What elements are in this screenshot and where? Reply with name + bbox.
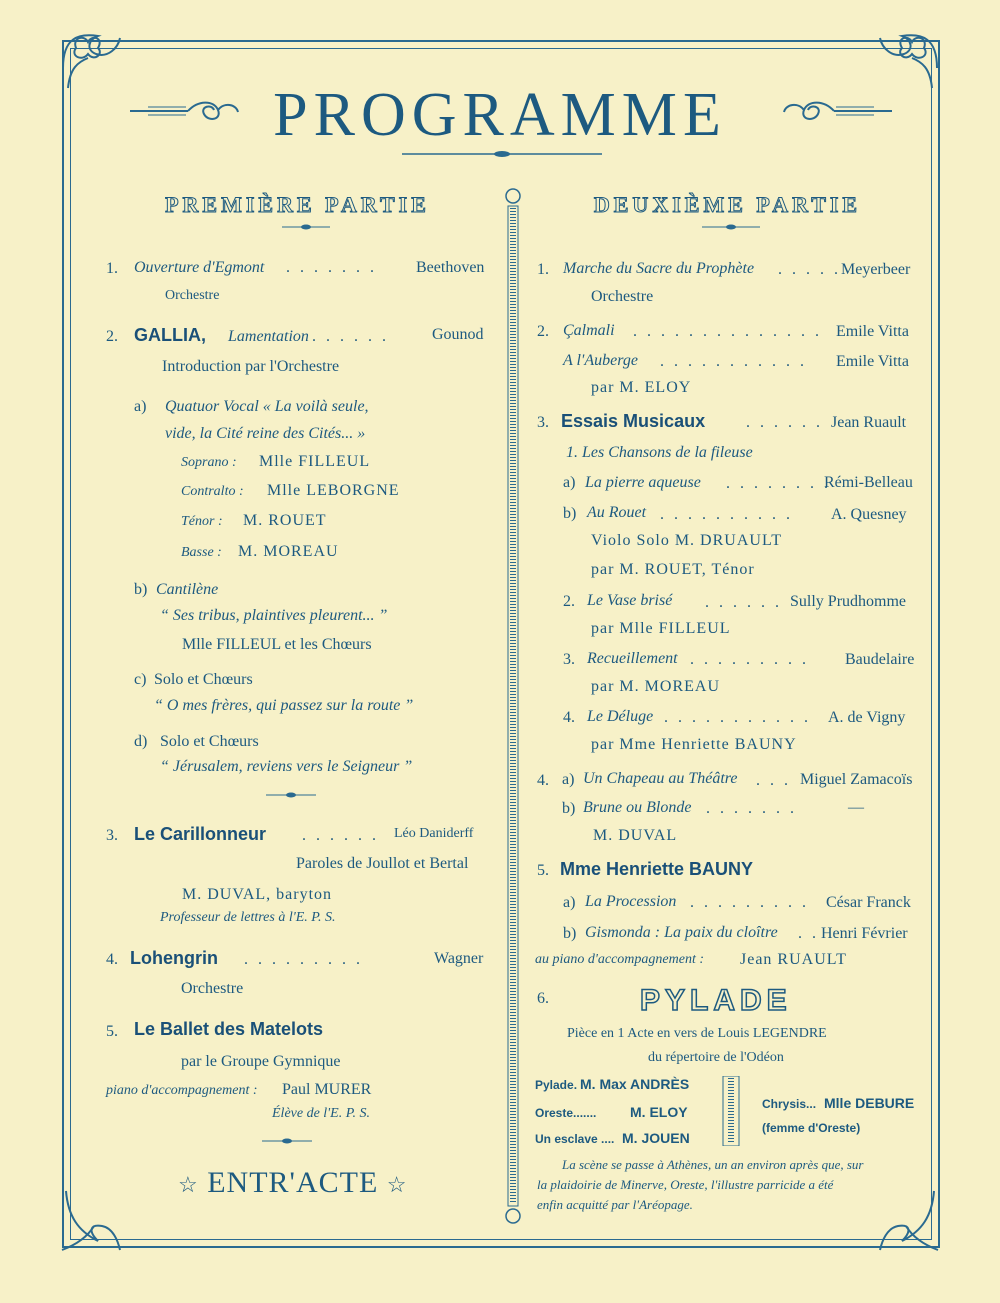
author: Baudelaire xyxy=(845,651,915,668)
author: A. Quesney xyxy=(831,506,907,523)
cast-role: Chrysis... xyxy=(762,1097,817,1111)
composer: Léo Daniderff xyxy=(394,826,474,841)
item-number: 2. xyxy=(563,593,575,610)
sub-label: b) xyxy=(134,581,148,598)
cast-role: Oreste....... xyxy=(535,1106,597,1120)
column-divider xyxy=(503,186,523,1226)
sub-label: c) xyxy=(134,671,147,688)
author: — xyxy=(848,799,864,816)
performer: Orchestre xyxy=(165,288,220,303)
performer: par Mme Henriette BAUNY xyxy=(591,736,797,753)
piece-title: Cantilène xyxy=(156,581,219,598)
star-icon: ☆ xyxy=(386,1172,408,1197)
item-number: 2. xyxy=(537,323,549,340)
item-number: 3. xyxy=(106,827,118,844)
item-number: 6. xyxy=(537,990,549,1007)
piece-title: Lohengrin xyxy=(130,948,218,968)
sub-label: b) xyxy=(563,505,577,522)
sub-label: d) xyxy=(134,733,148,750)
performer: par M. ELOY xyxy=(591,379,692,396)
author: A. de Vigny xyxy=(828,709,906,726)
piece-title: Le Vase brisé xyxy=(587,592,673,609)
piece-title: Solo et Chœurs xyxy=(154,671,253,688)
sub-label: b) xyxy=(562,800,576,817)
quote: “ O mes frères, qui passez sur la route ” xyxy=(154,697,414,714)
leader-dots: . . . . . . . xyxy=(706,800,797,817)
leader-dots: . . . . . . xyxy=(312,328,389,345)
cast-actor: M. Max ANDRÈS xyxy=(580,1076,690,1092)
composer: Gounod xyxy=(432,326,484,343)
quote: “ Jérusalem, reviens vers le Seigneur ” xyxy=(160,758,413,775)
section-rule xyxy=(266,792,316,798)
piece-title: Essais Musicaux xyxy=(561,411,706,431)
leader-dots: . . . . . . . . . . xyxy=(660,506,793,523)
singer: M. MOREAU xyxy=(238,543,339,560)
page-title: PROGRAMME xyxy=(273,81,727,149)
piece-title: Un Chapeau au Théâtre xyxy=(583,770,738,787)
composer: Henri Février xyxy=(821,925,908,942)
first-part-heading: PREMIÈRE PARTIE xyxy=(165,192,430,217)
voice-role: Soprano : xyxy=(181,455,237,470)
title-underline xyxy=(402,150,602,158)
piece-title: La Procession xyxy=(585,893,677,910)
piece-title: Recueillement xyxy=(587,650,678,667)
piece-title: Ouverture d'Egmont xyxy=(134,259,265,276)
author: Rémi-Belleau xyxy=(824,474,913,491)
sub-label: a) xyxy=(562,771,575,788)
cast-note: (femme d'Oreste) xyxy=(762,1121,861,1135)
item-number: 3. xyxy=(537,414,549,431)
cast-role: Un esclave .... xyxy=(535,1132,615,1146)
leader-dots: . . . xyxy=(756,772,791,789)
composer: Meyerbeer xyxy=(841,261,911,278)
singer: M. ROUET xyxy=(243,512,327,529)
piece-title-cont: vide, la Cité reine des Cités... » xyxy=(165,425,366,442)
entracte-label: ENTR'ACTE xyxy=(207,1166,379,1199)
author: Sully Prudhomme xyxy=(790,593,907,610)
leader-dots: . . . . . . . . . . . xyxy=(664,709,811,726)
performer: M. DUVAL, baryton xyxy=(182,886,333,903)
second-part-heading: DEUXIÈME PARTIE xyxy=(593,192,862,217)
leader-dots: . . . . . . . . . . . xyxy=(660,353,807,370)
performer: Orchestre xyxy=(591,288,654,305)
piece-title: A l'Auberge xyxy=(563,352,638,369)
entracte-heading xyxy=(178,1166,408,1200)
performer: Violo Solo M. DRUAULT xyxy=(591,532,783,549)
piece-title: Marche du Sacre du Prophète xyxy=(563,260,755,277)
performer: par Mlle FILLEUL xyxy=(591,620,731,637)
sub-label: b) xyxy=(563,925,577,942)
leader-dots: . . . . . . . . xyxy=(726,475,831,492)
performer: M. DUVAL xyxy=(593,827,678,844)
piece-title: Le Déluge xyxy=(587,708,654,725)
piece-subtitle: Lamentation xyxy=(228,328,309,345)
item-number: 3. xyxy=(563,651,575,668)
scene-note: La scène se passe à Athènes, un an environ après que, sur xyxy=(562,1157,864,1172)
lyricists: Paroles de Joullot et Bertal xyxy=(296,855,469,872)
first-part-rule xyxy=(282,224,330,230)
voice-role: Contralto : xyxy=(181,484,244,499)
piece-title: Çalmali xyxy=(563,322,615,339)
scene-note: la plaidoirie de Minerve, Oreste, l'illustre parricide a été xyxy=(537,1177,834,1192)
sub-label: a) xyxy=(563,474,576,491)
pianist-role: Élève de l'E. P. S. xyxy=(272,1106,370,1121)
piece-title: Brune ou Blonde xyxy=(583,799,692,816)
accompaniment-label: au piano d'accompagnement : xyxy=(535,952,705,967)
leader-dots: . . xyxy=(798,925,819,942)
second-part-rule xyxy=(702,224,760,230)
sub-label: a) xyxy=(134,398,147,415)
sub-section: 1. Les Chansons de la fileuse xyxy=(566,444,753,461)
performer: par le Groupe Gymnique xyxy=(181,1053,341,1070)
singer: Mlle FILLEUL xyxy=(259,453,371,470)
leader-dots: . . . . . . xyxy=(705,594,782,611)
composer: Wagner xyxy=(434,950,484,967)
performer: Introduction par l'Orchestre xyxy=(162,358,340,375)
item-number: 5. xyxy=(106,1023,118,1040)
leader-dots: . . . . . . . . . . . . . . xyxy=(633,323,822,340)
sub-label: a) xyxy=(563,894,576,911)
voice-role: Basse : xyxy=(181,545,222,560)
composer: Jean Ruault xyxy=(831,414,907,431)
performer: par M. MOREAU xyxy=(591,678,720,695)
performer: par M. ROUET, Ténor xyxy=(591,561,755,578)
performer: Orchestre xyxy=(181,980,244,997)
leader-dots: . . . . . . . . . xyxy=(690,894,809,911)
play-description: Pièce en 1 Acte en vers de Louis LEGENDRE xyxy=(567,1026,827,1041)
composer: Emile Vitta xyxy=(836,353,909,370)
pianist: Jean RUAULT xyxy=(740,951,847,968)
corner-ornament-bottom-left xyxy=(58,1186,128,1256)
quote: “ Ses tribus, plaintives pleurent... ” xyxy=(160,607,388,624)
piece-title: Au Rouet xyxy=(587,504,647,521)
piece-title: La pierre aqueuse xyxy=(585,474,701,491)
item-number: 4. xyxy=(537,772,549,789)
pianist: Paul MURER xyxy=(282,1081,372,1098)
cast-actor: M. ELOY xyxy=(630,1104,688,1120)
singer: Mlle LEBORGNE xyxy=(267,482,400,499)
composer: César Franck xyxy=(826,894,911,911)
item-number: 4. xyxy=(106,951,118,968)
cast-role: Pylade. xyxy=(535,1078,578,1092)
performer-heading: Mme Henriette BAUNY xyxy=(560,859,754,879)
leader-dots: . . . . . xyxy=(778,261,841,278)
section-rule xyxy=(262,1138,312,1144)
item-number: 1. xyxy=(537,261,549,278)
piece-title: Le Carillonneur xyxy=(134,824,267,844)
composer: Beethoven xyxy=(416,259,485,276)
corner-ornament-bottom-right xyxy=(872,1186,942,1256)
piece-title: Solo et Chœurs xyxy=(160,733,259,750)
performer: Mlle FILLEUL et les Chœurs xyxy=(182,636,372,653)
item-number: 1. xyxy=(106,260,118,277)
leader-dots: . . . . . . xyxy=(302,827,379,844)
pylade-title: PYLADE xyxy=(640,984,792,1017)
cast-divider xyxy=(720,1076,742,1146)
leader-dots: . . . . . . . xyxy=(286,259,377,276)
scene-note: enfin acquitté par l'Aréopage. xyxy=(537,1197,693,1212)
cast-actor: Mlle DEBURE xyxy=(824,1095,915,1111)
leader-dots: . . . . . . xyxy=(746,414,823,431)
composer: Emile Vitta xyxy=(836,323,909,340)
piece-title: Quatuor Vocal « La voilà seule, xyxy=(165,398,369,415)
item-number: 2. xyxy=(106,328,118,345)
piece-title: Gismonda : La paix du cloître xyxy=(585,924,778,941)
author: Miguel Zamacoïs xyxy=(800,771,913,788)
leader-dots: . . . . . . . . . xyxy=(244,951,363,968)
piece-title: GALLIA, xyxy=(134,325,206,345)
performer-role: Professeur de lettres à l'E. P. S. xyxy=(160,910,336,925)
piece-title: Le Ballet des Matelots xyxy=(134,1019,324,1039)
leader-dots: . . . . . . . . . xyxy=(690,651,809,668)
voice-role: Ténor : xyxy=(181,514,223,529)
item-number: 5. xyxy=(537,862,549,879)
item-number: 4. xyxy=(563,709,575,726)
cast-actor: M. JOUEN xyxy=(622,1130,690,1146)
star-icon: ☆ xyxy=(178,1172,199,1197)
accompaniment-label: piano d'accompagnement : xyxy=(106,1083,258,1098)
play-repertoire: du répertoire de l'Odéon xyxy=(648,1050,784,1065)
